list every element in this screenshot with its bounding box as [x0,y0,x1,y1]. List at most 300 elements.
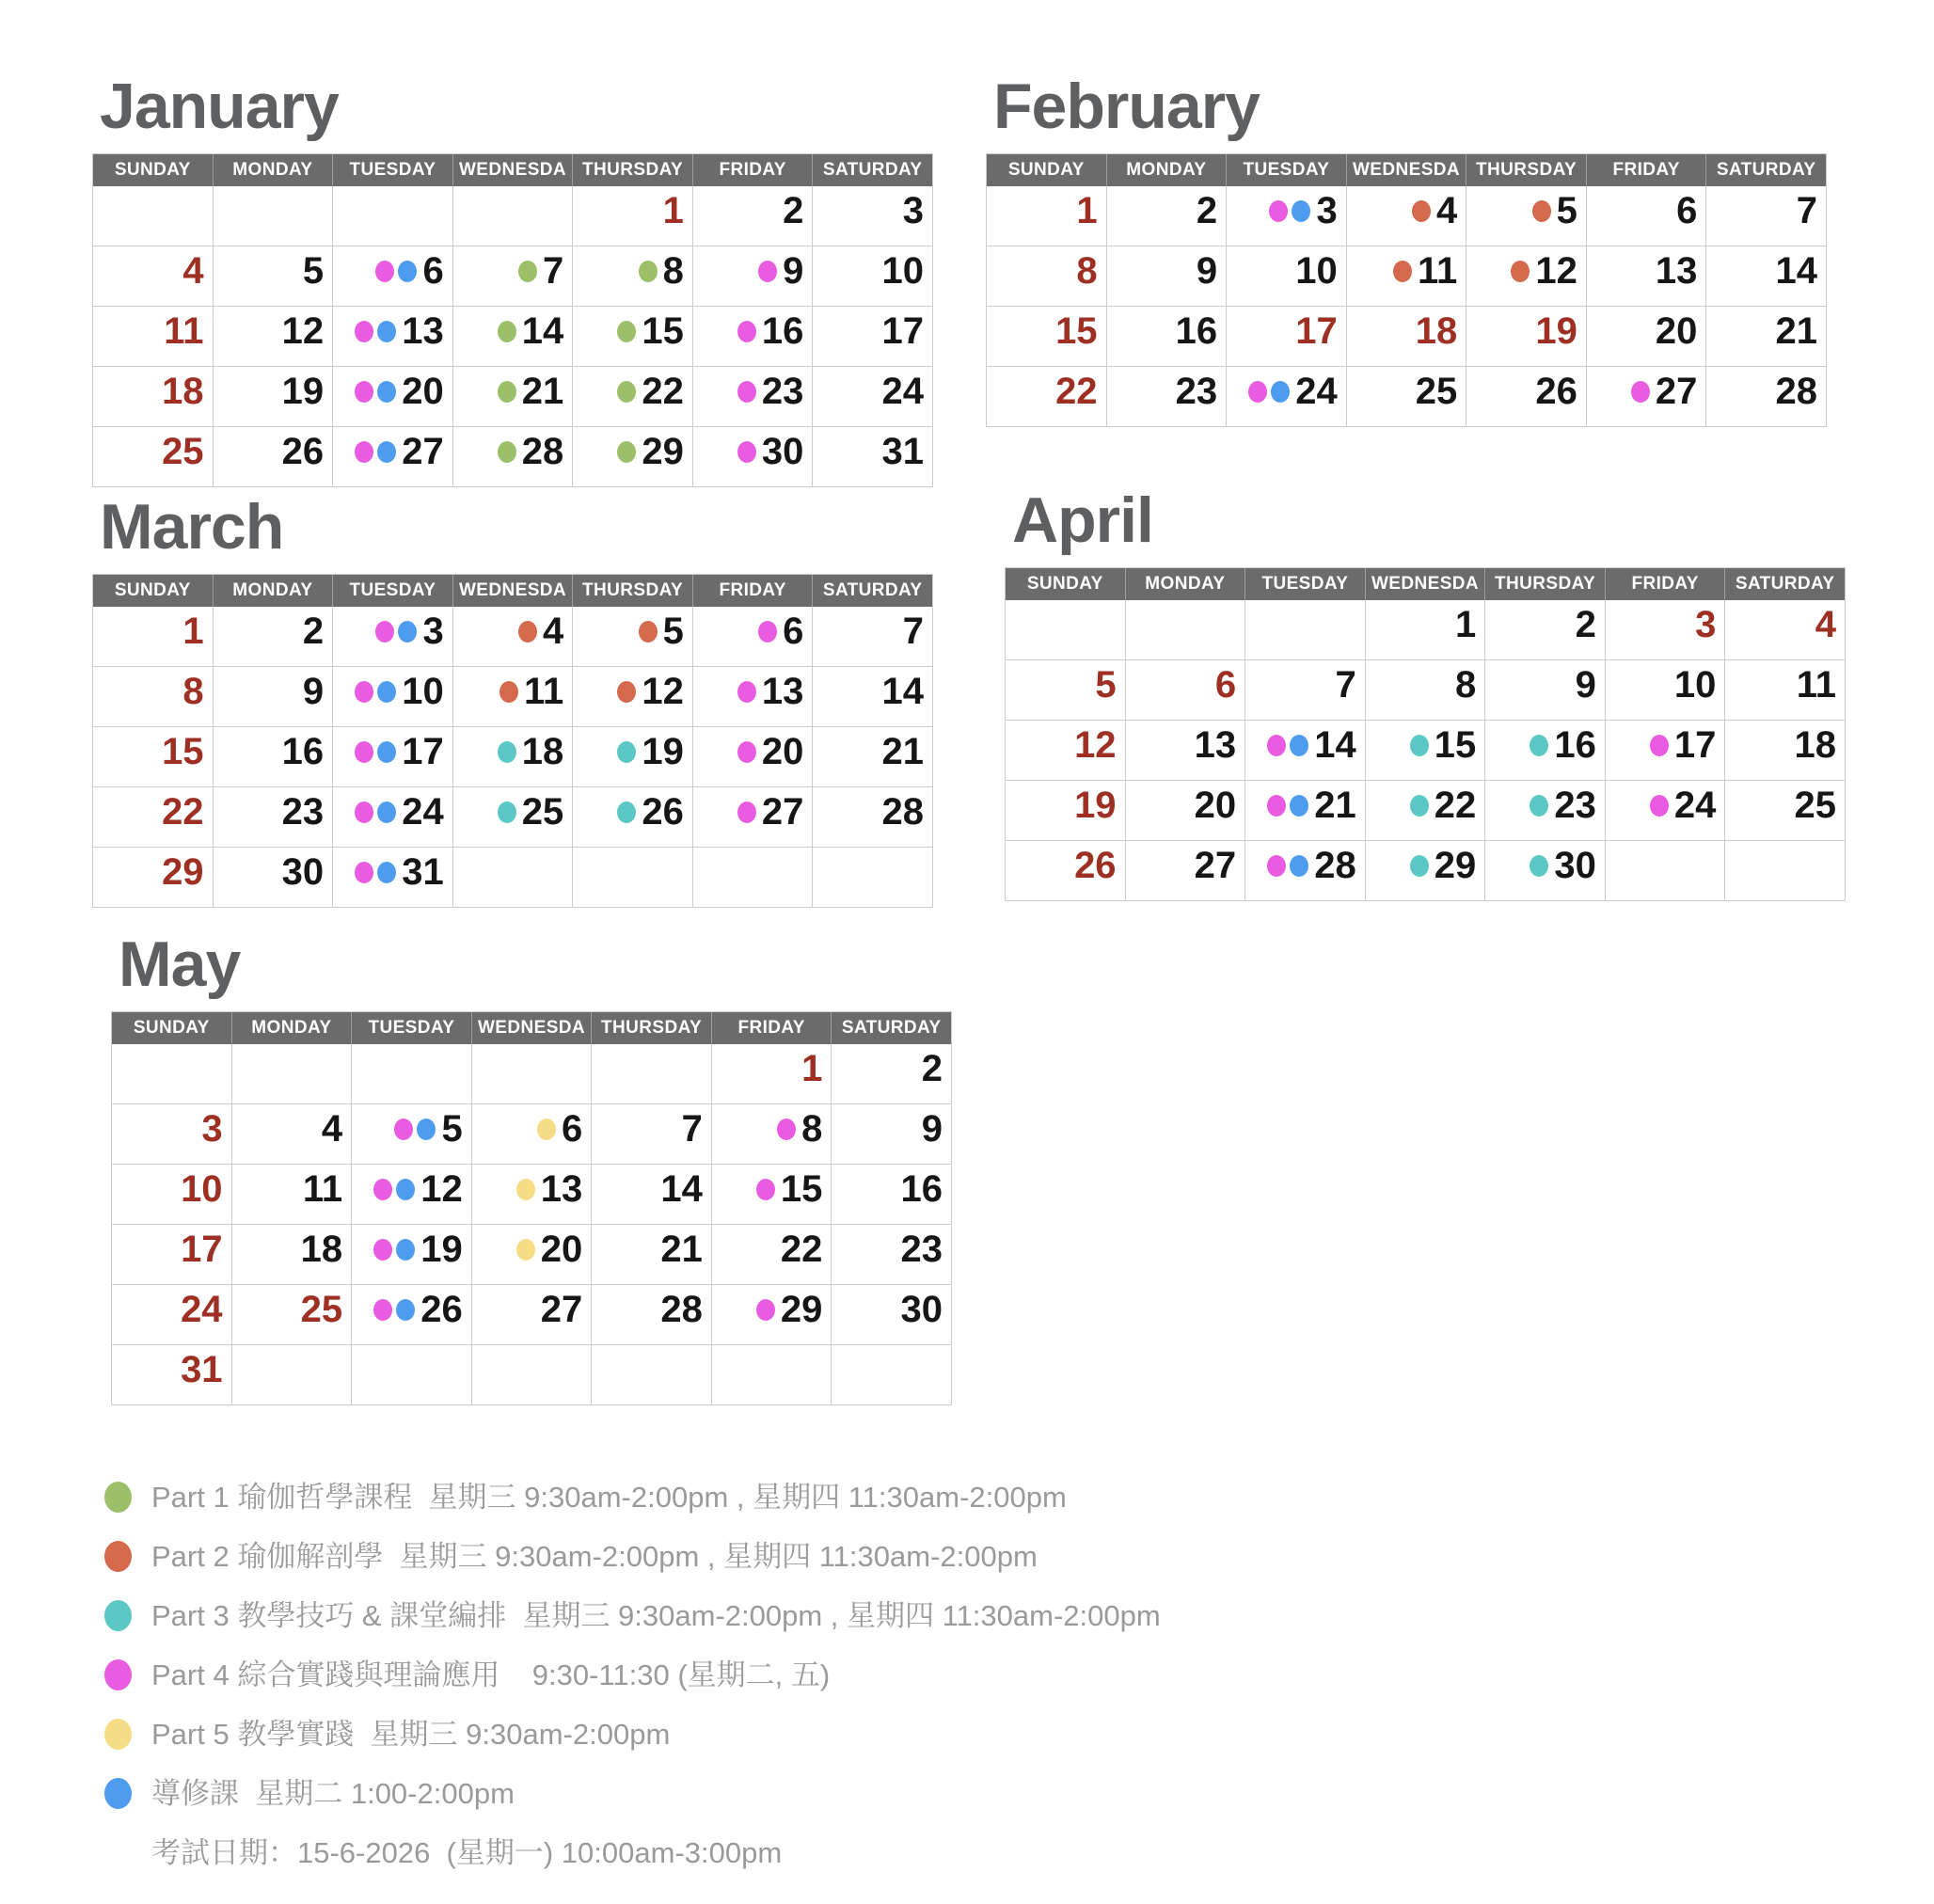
month-grid [1005,567,1846,901]
day-cell [352,1225,472,1285]
day-cell-content [1195,251,1217,291]
part1-dot [498,381,516,403]
weekday-header: MONDAY [1126,568,1246,600]
day-cell [712,1044,832,1104]
day-number: 10 [402,671,444,712]
part5-dot [516,1179,535,1200]
day-cell-content [1193,725,1237,765]
part4-dot [1267,855,1286,877]
day-cell-content [498,311,564,351]
day-cell [214,186,334,246]
tutorial-dot [377,441,396,463]
day-cell [1466,367,1587,427]
day-number: 3 [1316,190,1338,231]
part4-dot [737,741,756,763]
day-cell-content [1174,372,1218,411]
day-number: 8 [182,671,204,712]
day-cell [214,607,334,667]
tutorial-dot [377,741,396,763]
day-cell [813,367,933,427]
month-title: April [1012,484,1153,556]
day-cell [1107,367,1228,427]
day-cell-content [301,1169,342,1209]
day-cell-content [758,611,803,651]
part4-dot [1631,381,1650,403]
part4-dot [758,621,777,643]
legend-label: Part 2 瑜伽解剖學 星期三 9:30am-2:00pm , 星期四 11:30am-2:00pm [151,1539,1038,1573]
day-cell [573,848,693,908]
day-cell-content [880,672,924,711]
day-cell-content [1074,251,1097,291]
day-cell-content [1355,605,1356,644]
day-cell [832,1225,952,1285]
month-grid [92,153,933,487]
day-cell [352,1345,472,1405]
day-cell-content [355,852,444,892]
day-number: 7 [902,611,924,652]
day-number: 8 [1076,250,1098,292]
day-number: 28 [1775,371,1817,412]
day-cell [1006,841,1126,901]
weekday-header: SUNDAY [112,1012,232,1044]
day-cell [1126,660,1246,721]
day-cell-content [516,1230,583,1269]
day-cell-content [1195,191,1217,230]
day-cell [1347,186,1467,246]
day-cell-content [1792,785,1836,825]
day-number: 11 [1417,250,1458,292]
day-cell [573,727,693,787]
day-cell [693,367,814,427]
day-number: 9 [1196,250,1218,292]
day-number: 19 [1535,310,1577,352]
day-cell [214,848,334,908]
day-number: 25 [521,791,564,833]
part4-dot [373,1239,392,1261]
day-number: 10 [1295,250,1338,292]
day-cell-content [1574,665,1596,705]
day-cell-content [617,372,684,411]
day-cell-content [1532,191,1577,230]
month-title: January [100,71,339,142]
day-cell-content [1533,372,1577,411]
legend-label: Part 5 教學實踐 星期三 9:30am-2:00pm [151,1717,671,1751]
day-cell-content [617,311,684,351]
day-cell [1245,781,1366,841]
day-cell-content [1530,785,1596,825]
day-number: 15 [162,731,204,772]
day-cell [813,246,933,307]
day-number: 16 [1175,310,1218,352]
day-cell-content [1269,191,1337,230]
day-cell-content [800,1049,822,1088]
tutorial-dot [104,1778,132,1809]
day-number: 21 [881,731,924,772]
day-cell [693,727,814,787]
part3-dot [1530,795,1548,817]
day-cell [592,1044,712,1104]
day-number: 29 [162,851,204,893]
day-cell [1245,841,1366,901]
tutorial-dot [1292,200,1310,222]
day-cell [214,307,334,367]
part3-dot [617,801,636,823]
day-cell-content [199,1109,222,1149]
day-cell-content [580,1049,582,1088]
day-number: 12 [1074,724,1117,766]
day-cell-content [160,792,204,832]
day-cell [352,1285,472,1345]
day-cell-content [355,732,444,771]
day-number: 23 [1554,785,1596,826]
day-cell [813,787,933,848]
tutorial-dot [1290,795,1308,817]
day-cell-content [880,432,924,471]
day-number: 28 [1314,845,1356,886]
day-cell [1485,841,1606,901]
month-april [1005,484,1846,901]
day-cell [93,427,214,487]
day-cell-content [355,372,444,411]
day-cell-content [1773,372,1817,411]
part2-dot [639,621,658,643]
day-number: 23 [281,791,325,833]
weekday-header: THURSDAY [573,575,693,607]
day-cell-content [820,1350,822,1389]
day-cell [1725,660,1846,721]
day-number: 17 [1295,310,1338,352]
day-cell [987,367,1107,427]
weekday-header: TUESDAY [333,575,453,607]
day-number: 21 [521,371,564,412]
day-number: 10 [1673,664,1717,706]
day-cell-content [355,432,444,471]
part4-dot [373,1179,392,1200]
part5-dot [537,1119,556,1140]
day-cell [352,1104,472,1165]
day-cell-content [1530,846,1596,885]
day-cell-content [498,792,564,832]
day-cell-content [1672,665,1717,705]
day-cell [232,1345,353,1405]
day-number: 2 [783,190,804,231]
day-number: 26 [1074,845,1117,886]
day-cell-content [1074,191,1097,230]
day-cell-content [1773,311,1817,351]
day-number: 26 [642,791,684,833]
weekday-header: SUNDAY [987,154,1107,186]
day-cell-content [1834,846,1836,885]
part1-dot [617,441,636,463]
day-cell-content [617,792,684,832]
part4-dot [375,621,394,643]
legend-label: Part 4 綜合實踐與理論應用 9:30-11:30 (星期二, 五) [151,1658,831,1691]
day-number: 11 [1796,664,1836,706]
part3-dot [1410,855,1429,877]
day-cell-content [1293,251,1338,291]
day-number: 23 [900,1229,943,1270]
weekday-header: MONDAY [1107,154,1228,186]
part4-dot [355,381,373,403]
day-cell [1466,246,1587,307]
month-grid [92,574,933,908]
day-cell [1606,841,1726,901]
day-number: 19 [420,1229,463,1270]
day-number: 9 [1575,664,1596,706]
day-cell [813,427,933,487]
day-cell-content [617,732,684,771]
day-number: 12 [1535,250,1577,292]
day-cell [1485,600,1606,660]
day-number: 4 [1815,604,1836,645]
part4-dot [758,261,777,282]
part4-dot [777,1119,796,1140]
day-cell-content [301,611,324,651]
day-cell-content [1530,725,1596,765]
day-cell-content [301,672,324,711]
day-cell-content [737,792,804,832]
day-cell [1606,600,1726,660]
month-march [92,491,933,908]
day-number: 12 [642,671,684,712]
day-cell [112,1345,232,1405]
day-cell-content [639,611,684,651]
day-number: 16 [900,1168,943,1210]
day-number: 15 [1055,310,1098,352]
day-number: 17 [402,731,444,772]
weekday-header: WEDNESDA [1366,568,1486,600]
day-number: 4 [543,611,564,652]
day-number: 5 [302,250,325,292]
legend-item [104,1705,1161,1764]
day-cell [1725,841,1846,901]
day-cell-content [179,1290,223,1329]
day-cell [1366,660,1486,721]
day-cell-content [301,251,324,291]
day-cell-content [1412,191,1457,230]
day-number: 13 [1655,250,1698,292]
day-cell [93,607,214,667]
tutorial-dot [1290,735,1308,756]
day-cell-content [221,1049,223,1088]
day-number: 18 [162,371,204,412]
part2-dot [1511,261,1530,282]
tutorial-dot [377,862,396,883]
day-number: 2 [1575,604,1596,645]
part3-dot [617,741,636,763]
day-number: 20 [1655,310,1698,352]
weekday-header: SATURDAY [1706,154,1827,186]
day-cell-content [1654,311,1698,351]
day-number: 4 [182,250,204,292]
day-cell [693,607,814,667]
day-cell [453,787,574,848]
legend-item [104,1468,1161,1527]
day-cell [1725,600,1846,660]
day-cell [453,607,574,667]
day-cell [333,848,453,908]
day-cell [813,667,933,727]
tutorial-dot [377,321,396,342]
day-cell [813,727,933,787]
day-cell-content [1267,846,1356,885]
day-cell [1366,781,1486,841]
day-cell-content [1267,785,1356,825]
day-cell [1107,246,1228,307]
day-cell-content [181,611,203,651]
day-number: 16 [281,731,325,772]
legend-label: 考試日期：15-6-2026 (星期一) 10:00am-3:00pm [151,1835,783,1869]
part4-dot [756,1179,775,1200]
day-number: 24 [181,1289,223,1330]
day-number: 18 [1794,724,1836,766]
weekday-header: SUNDAY [93,575,214,607]
day-cell [472,1345,593,1405]
day-cell [1366,841,1486,901]
part3-dot [498,801,516,823]
tutorial-dot [398,261,417,282]
day-cell-content [1248,372,1338,411]
day-number: 27 [1655,371,1698,412]
legend [104,1468,1161,1882]
weekday-header: FRIDAY [712,1012,832,1044]
tutorial-dot [396,1179,415,1200]
day-number: 30 [900,1289,943,1330]
day-cell [1485,721,1606,781]
tutorial-dot [377,381,396,403]
day-cell-content [880,251,924,291]
day-cell [573,367,693,427]
day-cell-content [617,672,684,711]
part2-dot [617,681,636,703]
day-number: 14 [1314,724,1356,766]
day-number: 31 [181,1349,223,1390]
day-number: 19 [642,731,684,772]
day-cell-content [280,732,325,771]
day-cell [573,607,693,667]
day-cell [232,1104,353,1165]
day-cell-content [1533,311,1577,351]
day-cell-content [162,311,203,351]
day-cell [472,1104,593,1165]
day-number: 21 [1775,310,1817,352]
part4-dot [1269,200,1288,222]
day-cell-content [160,732,204,771]
part4-dot [1248,381,1267,403]
weekday-header: THURSDAY [1466,154,1587,186]
day-cell [1245,600,1366,660]
part4-dot [355,862,373,883]
day-cell-content [202,191,204,230]
day-cell [1126,781,1246,841]
day-cell [453,427,574,487]
weekday-header: SATURDAY [813,575,933,607]
day-number: 27 [1194,845,1237,886]
tutorial-dot [398,621,417,643]
day-number: 14 [1775,250,1817,292]
day-cell [232,1285,353,1345]
day-cell [987,246,1107,307]
day-number: 1 [662,190,684,231]
day-number: 17 [181,1229,223,1270]
part4-dot [737,321,756,342]
day-number: 23 [761,371,804,412]
day-cell-content [737,672,804,711]
day-number: 11 [164,310,204,352]
day-cell [1366,721,1486,781]
day-cell [453,727,574,787]
day-number: 22 [1434,785,1477,826]
day-cell [453,367,574,427]
tutorial-dot [396,1239,415,1261]
part2-dot [1412,200,1431,222]
day-cell-content [179,1230,223,1269]
day-cell [472,1285,593,1345]
day-cell-content [682,852,684,892]
tutorial-dot [417,1119,436,1140]
day-number: 22 [162,791,204,833]
day-cell-content [1795,665,1836,705]
day-cell-content [801,852,803,892]
day-cell [352,1165,472,1225]
weekday-header: WEDNESDA [472,1012,593,1044]
day-cell [832,1165,952,1225]
part1-dot [498,441,516,463]
day-number: 21 [1314,785,1356,826]
day-cell-content [1511,251,1577,291]
day-cell-content [658,1169,703,1209]
day-cell-content [1773,251,1817,291]
day-cell-content [1414,372,1458,411]
day-cell-content [737,732,804,771]
day-number: 7 [1335,664,1356,706]
day-cell-content [1115,605,1117,644]
day-cell [1606,660,1726,721]
day-number: 10 [181,1168,223,1210]
day-number: 24 [1673,785,1717,826]
day-number: 30 [761,431,804,472]
day-cell [573,246,693,307]
part1-dot [617,381,636,403]
day-cell [1126,841,1246,901]
day-cell-content [1174,311,1218,351]
day-cell-content [701,1049,703,1088]
part2-dot [518,621,537,643]
day-number: 18 [1415,310,1458,352]
day-cell [1245,721,1366,781]
day-cell-content [901,191,924,230]
day-cell [693,307,814,367]
day-number: 6 [1214,664,1237,706]
day-cell-content [1333,665,1355,705]
day-cell [1587,307,1707,367]
day-cell [1126,721,1246,781]
part4-dot [1267,735,1286,756]
day-number: 17 [881,310,924,352]
day-cell [1227,367,1347,427]
day-cell [693,427,814,487]
day-cell-content [355,792,444,832]
day-cell [112,1225,232,1285]
weekday-header: SUNDAY [93,154,214,186]
day-cell [1706,186,1827,246]
day-cell-content [562,191,563,230]
day-cell-content [373,1230,463,1269]
day-cell-content [299,1230,343,1269]
month-grid [111,1011,952,1405]
day-number: 26 [420,1289,463,1330]
day-cell [453,667,574,727]
